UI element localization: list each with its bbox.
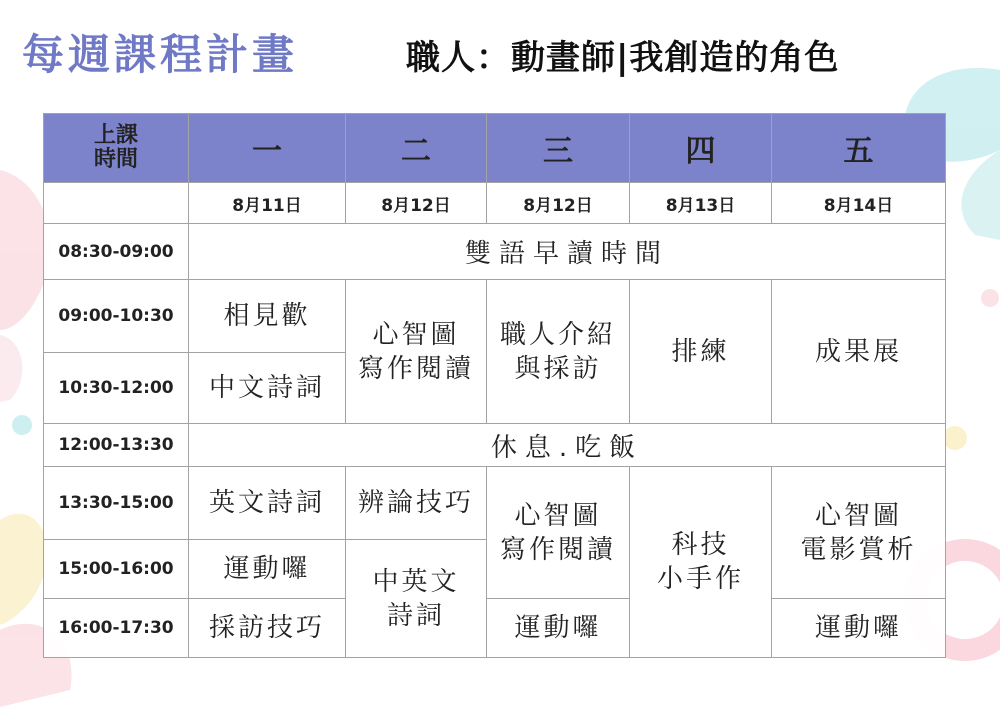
time-slot: 16:00-17:30 bbox=[44, 599, 189, 658]
date-row bbox=[44, 183, 946, 224]
time-slot: 09:00-10:30 bbox=[44, 280, 189, 353]
date-wed: 8月12日 bbox=[487, 183, 630, 224]
activity-bilingual-reading: 雙語早讀時間 bbox=[189, 224, 946, 280]
time-slot: 12:00-13:30 bbox=[44, 424, 189, 467]
page-title: 每週課程計畫 bbox=[22, 30, 299, 79]
day-header-wed: 三 bbox=[487, 114, 630, 183]
activity-tech-craft: 科技 小手作 bbox=[630, 467, 772, 658]
activity-interview-skills: 採訪技巧 bbox=[189, 599, 346, 658]
activity-rehearsal: 排練 bbox=[630, 280, 772, 424]
time-column-header: 上課 時間 bbox=[44, 114, 189, 183]
activity-debate: 辨論技巧 bbox=[346, 467, 487, 540]
date-fri: 8月14日 bbox=[772, 183, 946, 224]
activity-mindmap-writing-tue: 心智圖 寫作閱讀 bbox=[346, 280, 487, 424]
schedule-row bbox=[44, 467, 946, 540]
activity-meet: 相見歡 bbox=[189, 280, 346, 353]
time-slot: 10:30-12:00 bbox=[44, 353, 189, 424]
activity-lunch: 休息.吃飯 bbox=[189, 424, 946, 467]
date-mon: 8月11日 bbox=[189, 183, 346, 224]
time-slot: 15:00-16:00 bbox=[44, 540, 189, 599]
activity-exercise-fri: 運動囉 bbox=[772, 599, 946, 658]
activity-showcase: 成果展 bbox=[772, 280, 946, 424]
day-header-thu: 四 bbox=[630, 114, 772, 183]
day-header-tue: 二 bbox=[346, 114, 487, 183]
schedule-row bbox=[44, 224, 946, 280]
page-subtitle: 職人：動畫師|我創造的角色 bbox=[406, 38, 840, 78]
weekly-schedule-table bbox=[43, 113, 946, 658]
schedule-row bbox=[44, 280, 946, 353]
date-thu: 8月13日 bbox=[630, 183, 772, 224]
activity-english-poetry: 英文詩詞 bbox=[189, 467, 346, 540]
header-row bbox=[44, 114, 946, 183]
time-slot: 13:30-15:00 bbox=[44, 467, 189, 540]
schedule-row bbox=[44, 424, 946, 467]
schedule-row bbox=[44, 599, 946, 658]
activity-job-intro: 職人介紹 與採訪 bbox=[487, 280, 630, 424]
time-slot: 08:30-09:00 bbox=[44, 224, 189, 280]
activity-exercise-wed: 運動囉 bbox=[487, 599, 630, 658]
date-row-empty bbox=[44, 183, 189, 224]
activity-cn-en-poetry: 中英文 詩詞 bbox=[346, 540, 487, 658]
activity-chinese-poetry: 中文詩詞 bbox=[189, 353, 346, 424]
activity-exercise-mon: 運動囉 bbox=[189, 540, 346, 599]
activity-mindmap-writing-wed: 心智圖 寫作閱讀 bbox=[487, 467, 630, 599]
activity-mindmap-film: 心智圖 電影賞析 bbox=[772, 467, 946, 599]
day-header-mon: 一 bbox=[189, 114, 346, 183]
day-header-fri: 五 bbox=[772, 114, 946, 183]
date-tue: 8月12日 bbox=[346, 183, 487, 224]
